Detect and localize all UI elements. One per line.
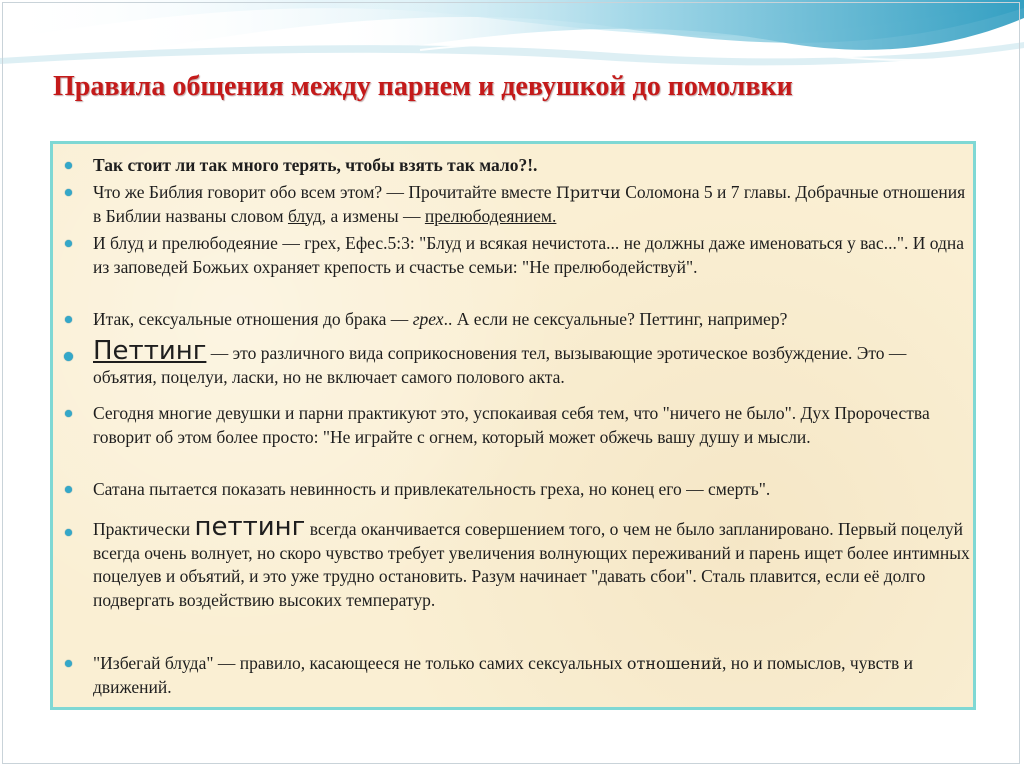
link-blud[interactable]: блуд, (287, 205, 327, 226)
term-petting: петтинг (194, 512, 306, 542)
text-run: .. А если не сексуальные? Петтинг, например? (443, 309, 788, 329)
text-run: И блуд и прелюбодеяние — грех, Ефес.5:3: "Блуд и всякая нечистота... не должны даже именоваться у вас...". И одна из заповедей Божьих охраняет крепость и счастье семьи: "Не прелюбодействуй". (93, 233, 965, 277)
text-run: Притчи (555, 183, 621, 202)
term-petting: Петтинг (93, 336, 207, 366)
text-run: Соломона 5 и 7 главы. Добрачные отношения в Библии названы словом (93, 182, 966, 226)
list-item-text (93, 478, 973, 502)
text-run: Итак, сексуальные отношения до брака — (93, 309, 413, 329)
text-run: всегда оканчивается совершением того, о чем не было запланировано. Первый поцелуй всегда очень волнует, но скоро чувство требует увеличения волнующих переживаний и парень ищет более интимных поцелуев и объятий, и это уже трудно остановить. Разум начинает "давать сбои". Сталь плавится, если её долго подвергать воздействию высоких температур. (93, 519, 970, 610)
content-box (50, 141, 976, 710)
text-run: а измены — (326, 205, 425, 226)
text-run: — это различного вида соприкосновения тел, вызывающие эротическое возбуждение. Это — объятия, поцелуи, ласки, но не включает самого полового акта. (93, 343, 907, 387)
bullet-icon (65, 529, 72, 536)
bullet-icon (65, 410, 72, 417)
text-run: "Избегай блуда" — правило, касающееся не только самих сексуальных (93, 653, 627, 673)
text-run: отношений (626, 654, 723, 673)
slide-title: Правила общения между парнем и девушкой до помолвки (53, 71, 793, 102)
list-item-text (93, 652, 973, 699)
bullet-icon (65, 189, 72, 196)
list-item-text (93, 512, 973, 612)
bullet-icon (64, 352, 73, 361)
list-item-text (93, 181, 973, 228)
list-item-text (93, 154, 973, 178)
list-item-text (93, 336, 973, 389)
bullet-icon (65, 316, 72, 323)
list-item-text (93, 402, 973, 449)
bullet-icon (65, 486, 72, 493)
list-item-text (93, 232, 973, 279)
text-run: Что же Библия говорит обо всем этом? — Прочитайте вместе (93, 182, 556, 202)
bullet-icon (65, 660, 72, 667)
text-run: , но и помыслов, чувств и движений. (93, 653, 914, 697)
list-item-text (93, 308, 973, 332)
text-run: грех (412, 309, 444, 329)
text-run: Сегодня многие девушки и парни практикуют это, успокаивая себя тем, что "ничего не было". Дух Пророчества говорит об этом более просто: "Не играйте с огнем, который может обжечь вашу душу и мысли. (93, 403, 930, 447)
text-run: Сатана пытается показать невинность и привлекательность греха, но конец его — смерть". (93, 479, 771, 499)
bullet-icon (65, 240, 72, 247)
text-run: Практически (93, 519, 195, 539)
link-preljubodeyanie[interactable]: прелюбодеянием. (424, 205, 557, 226)
bullet-icon (65, 162, 72, 169)
text-run: Так стоит ли так много терять, чтобы взять так мало?!. (93, 155, 538, 175)
